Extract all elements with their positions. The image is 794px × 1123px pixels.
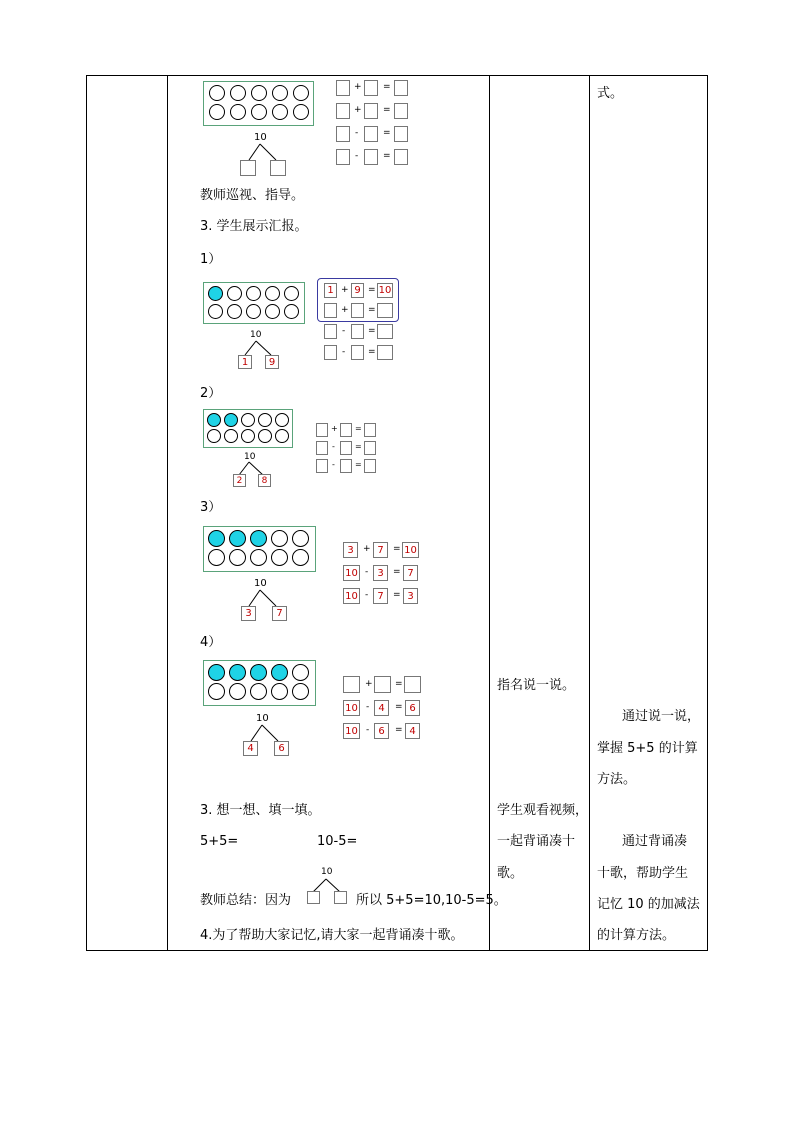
fig1-eq2-b [351, 303, 364, 318]
fig1-eq4-a [324, 345, 337, 360]
fig2-eq3-a [316, 459, 328, 473]
fig1-eq3-op: - [342, 326, 346, 336]
fig0-circle [209, 104, 225, 120]
fig4-eq1-b [374, 676, 391, 693]
fig4-tree-box-left: 4 [243, 741, 258, 756]
fig1-circle [265, 304, 280, 319]
fig2-tree-box-right: 8 [258, 474, 271, 487]
fig0-eq3-op: - [355, 128, 359, 138]
fig1-eq1-a: 1 [324, 283, 337, 298]
col4-purpose-a3: 方法。 [597, 772, 637, 787]
fig0-circle [230, 85, 246, 101]
fig3-eq2-eq: = [393, 567, 401, 577]
fig4-circle [292, 664, 309, 681]
fig2-circle [275, 429, 289, 443]
part4-label: 4） [200, 635, 222, 650]
fig2-eq3-op: - [332, 460, 335, 469]
fig1-circle [265, 286, 280, 301]
fig1-circle-filled [208, 286, 223, 301]
fig4-circle-filled [271, 664, 288, 681]
col4-purpose-a1: 通过说一说， [622, 709, 701, 724]
fig2-eq3-c [364, 459, 376, 473]
equation-10-minus-5: 10-5= [317, 834, 358, 849]
fig3-eq1-a: 3 [343, 542, 358, 558]
fig0-eq2-b [364, 103, 378, 119]
summary-prefix: 教师总结：因为 [200, 893, 292, 908]
fig2-eq1-eq: = [355, 424, 362, 433]
fig0-eq3-a [336, 126, 350, 142]
fig4-eq1-a [343, 676, 360, 693]
fig3-eq2-a: 10 [343, 565, 360, 581]
part3-label: 3） [200, 500, 222, 515]
fig1-eq2-a [324, 303, 337, 318]
fig1-tree-box-right: 9 [265, 355, 279, 369]
fig0-eq3-b [364, 126, 378, 142]
fig1-eq2-c [377, 303, 393, 318]
fig1-eq4-b [351, 345, 364, 360]
table-col-line-2 [489, 75, 490, 951]
fig3-eq2-c: 7 [403, 565, 418, 581]
fig0-eq2-c [394, 103, 408, 119]
fig0-circle [293, 85, 309, 101]
col3-line2: 学生观看视频， [497, 803, 589, 818]
fig0-eq1-a [336, 80, 350, 96]
fig3-circle [292, 549, 309, 566]
fig3-eq1-b: 7 [373, 542, 388, 558]
fig2-circle [275, 413, 289, 427]
fig4-eq3-c: 4 [405, 723, 420, 739]
part2-label: 2） [200, 386, 222, 401]
fig1-eq1-op: + [341, 285, 349, 295]
fig2-eq2-op: - [332, 442, 335, 451]
fig4-eq1-eq: = [395, 679, 403, 689]
fig0-eq4-a [336, 149, 350, 165]
fig4-circle-filled [229, 664, 246, 681]
fig2-circle-filled [207, 413, 221, 427]
col4-purpose-b3: 记忆 10 的加减法 [597, 897, 700, 912]
fig4-eq2-op: - [366, 702, 370, 712]
fig4-eq1-op: + [365, 679, 373, 689]
fig1-eq3-c [377, 324, 393, 339]
fig4-eq2-a: 10 [343, 700, 360, 716]
fig3-eq2-b: 3 [373, 565, 388, 581]
fig1-eq3-a [324, 324, 337, 339]
fig3-circle [271, 530, 288, 547]
fig3-eq1-c: 10 [402, 542, 419, 558]
col3-line1: 指名说一说。 [497, 678, 576, 693]
fig1-eq1-c: 10 [378, 285, 392, 296]
summary-tree-box-left [307, 891, 320, 904]
recite-instruction: 4.为了帮助大家记忆,请大家一起背诵凑十歌。 [200, 928, 464, 943]
fig4-circle [208, 683, 225, 700]
fig1-circle [284, 286, 299, 301]
fig0-eq4-c [394, 149, 408, 165]
fig2-circle [207, 429, 221, 443]
summary-suffix: 所以 5+5=10,10-5=5。 [356, 893, 507, 908]
fig2-circle [241, 413, 255, 427]
fig2-eq3-eq: = [355, 460, 362, 469]
fig1-circle [246, 304, 261, 319]
fig2-circle [241, 429, 255, 443]
fig4-tree-box-right: 6 [274, 741, 289, 756]
fig1-circle [227, 304, 242, 319]
fig4-eq2-c: 6 [405, 700, 420, 716]
fig0-circle [293, 104, 309, 120]
fig4-circle [271, 683, 288, 700]
equation-5-plus-5: 5+5= [200, 834, 239, 849]
fig3-circle [292, 530, 309, 547]
fig0-circle [251, 85, 267, 101]
summary-tree-ten: 10 [321, 867, 333, 877]
fig3-circle-filled [229, 530, 246, 547]
fig3-tree-ten: 10 [254, 578, 267, 589]
fig1-tree-box-left: 1 [238, 355, 252, 369]
fig1-eq1-eq: = [368, 285, 376, 295]
fig2-eq1-c [364, 423, 376, 437]
table-col-line-0 [86, 75, 87, 951]
fig0-eq1-eq: = [383, 82, 391, 92]
fig2-eq2-eq: = [355, 442, 362, 451]
fig2-circle [224, 429, 238, 443]
fig0-eq4-b [364, 149, 378, 165]
fig0-eq1-op: + [354, 82, 362, 92]
fig4-eq3-b: 6 [374, 723, 389, 739]
think-fill-heading: 3. 想一想、填一填。 [200, 803, 321, 818]
fig3-eq3-c: 3 [403, 588, 418, 604]
fig3-circle [208, 549, 225, 566]
fig3-eq3-op: - [365, 590, 369, 600]
fig3-eq3-b: 7 [373, 588, 388, 604]
fig4-tree-ten: 10 [256, 713, 269, 724]
fig1-eq3-b [351, 324, 364, 339]
fig1-circle [227, 286, 242, 301]
fig0-circle [251, 104, 267, 120]
fig2-circle [258, 429, 272, 443]
table-bottom-border [86, 950, 708, 951]
col3-line4: 歌。 [497, 866, 524, 881]
fig0-eq3-c [394, 126, 408, 142]
fig0-circle [272, 104, 288, 120]
table-col-line-1 [167, 75, 168, 951]
table-col-line-4 [707, 75, 708, 951]
fig4-eq3-eq: = [395, 725, 403, 735]
fig2-eq1-a [316, 423, 328, 437]
fig2-tree-ten: 10 [244, 452, 256, 462]
fig4-eq2-b: 4 [374, 700, 389, 716]
fig1-circle [284, 304, 299, 319]
fig1-circle [208, 304, 223, 319]
step3-heading: 3. 学生展示汇报。 [200, 219, 308, 234]
fig0-circle [209, 85, 225, 101]
teacher-patrol-text: 教师巡视、指导。 [200, 188, 305, 203]
fig3-eq1-eq: = [393, 544, 401, 554]
fig3-eq3-a: 10 [343, 588, 360, 604]
fig4-circle [250, 683, 267, 700]
fig0-tree-ten: 10 [254, 132, 267, 143]
fig3-circle [229, 549, 246, 566]
fig0-tree-box-left [240, 160, 256, 176]
fig1-eq2-eq: = [368, 305, 376, 315]
fig0-eq2-op: + [354, 105, 362, 115]
fig4-circle [292, 683, 309, 700]
fig2-eq2-a [316, 441, 328, 455]
fig2-eq1-b [340, 423, 352, 437]
fig2-eq2-c [364, 441, 376, 455]
fig4-eq3-op: - [366, 725, 370, 735]
col4-purpose-b1: 通过背诵凑 [622, 834, 688, 849]
fig2-circle [258, 413, 272, 427]
fig0-eq1-c [394, 80, 408, 96]
fig4-eq1-c [404, 676, 421, 693]
fig3-circle-filled [250, 530, 267, 547]
table-top-border [86, 75, 708, 76]
part1-label: 1） [200, 252, 222, 267]
fig0-eq4-op: - [355, 151, 359, 161]
fig3-circle [250, 549, 267, 566]
fig0-eq2-eq: = [383, 105, 391, 115]
col4-top-text: 式。 [597, 86, 624, 101]
fig1-eq2-op: + [341, 305, 349, 315]
fig4-eq2-eq: = [395, 702, 403, 712]
fig0-circle [272, 85, 288, 101]
fig4-eq3-a: 10 [343, 723, 360, 739]
fig1-eq3-eq: = [368, 326, 376, 336]
fig3-tree-box-left: 3 [241, 606, 256, 621]
fig1-eq1-b: 9 [351, 283, 364, 298]
fig4-circle [229, 683, 246, 700]
table-col-line-3 [589, 75, 590, 951]
fig0-tree-box-right [270, 160, 286, 176]
fig0-eq3-eq: = [383, 128, 391, 138]
fig0-eq4-eq: = [383, 151, 391, 161]
fig1-tree-ten: 10 [250, 330, 262, 340]
col4-purpose-b4: 的计算方法。 [597, 928, 676, 943]
fig4-circle-filled [250, 664, 267, 681]
fig0-circle [230, 104, 246, 120]
fig1-eq4-op: - [342, 347, 346, 357]
fig3-eq1-op: + [363, 544, 371, 554]
fig1-eq4-c [377, 345, 393, 360]
fig2-eq2-b [340, 441, 352, 455]
summary-tree-box-right [334, 891, 347, 904]
col4-purpose-b2: 十歌，帮助学生 [597, 866, 689, 881]
fig2-eq3-b [340, 459, 352, 473]
fig2-tree-box-left: 2 [233, 474, 246, 487]
col3-line3: 一起背诵凑十 [497, 834, 576, 849]
fig2-eq1-op: + [331, 424, 338, 433]
fig3-tree-box-right: 7 [272, 606, 287, 621]
fig2-circle-filled [224, 413, 238, 427]
fig0-eq1-b [364, 80, 378, 96]
fig3-eq3-eq: = [393, 590, 401, 600]
fig4-circle-filled [208, 664, 225, 681]
col4-purpose-a2: 掌握 5+5 的计算 [597, 741, 698, 756]
fig1-circle [246, 286, 261, 301]
fig1-eq4-eq: = [368, 347, 376, 357]
fig3-eq2-op: - [365, 567, 369, 577]
fig3-circle-filled [208, 530, 225, 547]
fig0-eq2-a [336, 103, 350, 119]
fig3-circle [271, 549, 288, 566]
